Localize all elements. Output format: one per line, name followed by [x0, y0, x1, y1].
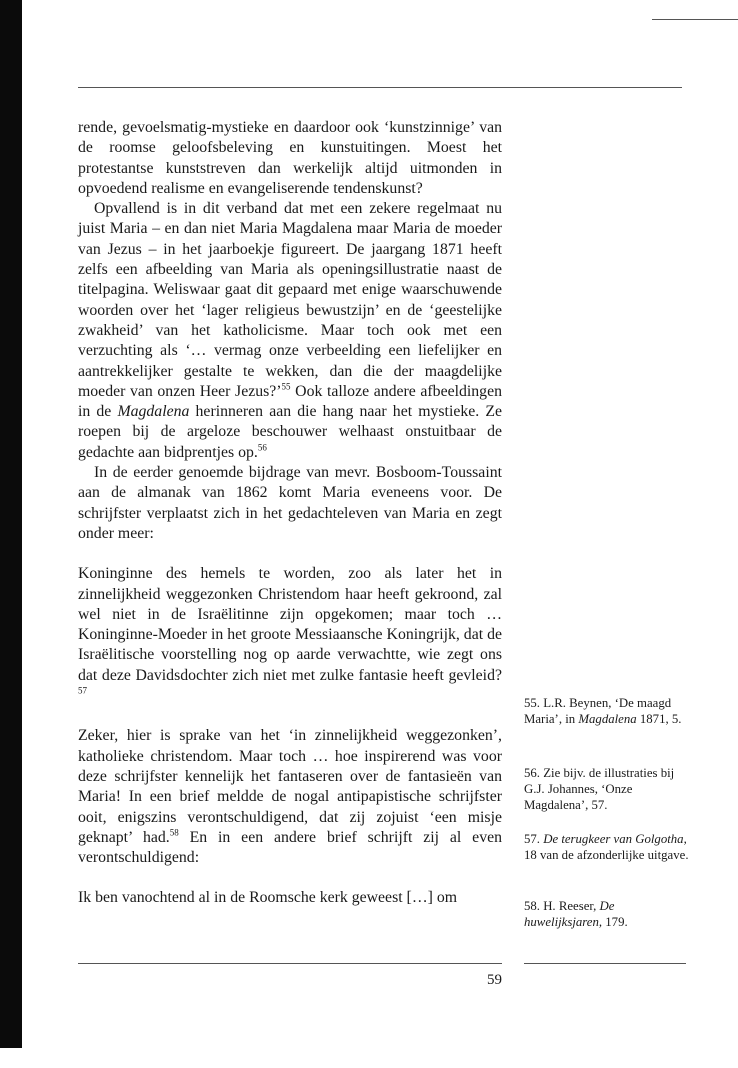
footer-rule-notes — [524, 963, 686, 964]
corner-rule — [652, 19, 738, 20]
block-quote-1 — [78, 564, 502, 706]
footnote-56: 56. Zie bijv. de illustraties bij G.J. Johannes, ‘Onze Magdalena’, 57. — [524, 766, 675, 812]
paragraph-4 — [78, 726, 502, 868]
footnote-55: 55. L.R. Beynen, ‘De maagd Maria’, in Magdalena 1871, 5. — [524, 696, 682, 726]
footnote-ref-56: 56 — [257, 442, 267, 453]
paragraph-3: In de eerder genoemde bijdrage van mevr. Bosboom-Toussaint aan de almanak van 1862 komt Maria eveneens voor. De schrijfster verplaatst zich in het gedachteleven van Maria en zegt onder meer: — [78, 464, 502, 542]
footer-rule-main — [78, 963, 502, 964]
paragraph-2 — [78, 199, 502, 463]
block-quote-2: Ik ben vanochtend al in de Roomsche kerk geweest […] om — [78, 889, 458, 907]
binding-edge — [0, 0, 22, 1048]
main-text-column — [78, 118, 502, 909]
magdalena-italic: Magdalena — [117, 403, 190, 421]
paragraph-1: rende, gevoelsmatig-mystieke en daardoor ook ‘kunstzinnige’ van de roomse geloofsbeleving en kunstuitingen. Moest het protestantse kunststreven dan werkelijk altijd uitmonden in opvoedend realisme en evangeliserende tendenskunst? — [78, 119, 502, 197]
footnote-57: 57. De terugkeer van Golgotha, 18 van de afzonderlijke uitgave. — [524, 832, 689, 862]
paragraph-2-text-b: Ook talloze andere afbeeldingen in de — [78, 382, 502, 421]
block-quote-1-text: Koninginne des hemels te worden, zoo als later het in zinnelijkheid weggezonken Christendom haar heeft gekroond, zal wel niet in de Israëlitinne zijn opgekomen; maar toch … Koninginne-Moeder in het groote Messiaansche Koningrijk, dat de Israëlitische voorstelling nog op aarde verwachtte, wie zegt ons dat deze Davidsdochter zich niet met zulke fantasie heeft gevleid? — [78, 565, 502, 684]
page-number: 59 — [487, 972, 502, 988]
paragraph-4-text-b: En in een andere brief schrijft zij al even verontschuldigend: — [78, 828, 502, 867]
header-rule — [78, 87, 682, 88]
footnote-ref-58: 58 — [169, 827, 179, 838]
paragraph-4-text-a: Zeker, hier is sprake van het ‘in zinnelijkheid weggezonken’, katholieke christendom. Maar toch … hoe inspirerend was voor deze schrijfster kennelijk het fantaseren over de fantasieën van Maria! In een brief meldde de nogal antipapistische schrijfster ooit, enigszins verontschuldigend, dat zij zojuist ‘een misje geknapt’ had. — [78, 727, 502, 846]
footnote-58: 58. H. Reeser, De huwelijksjaren, 179. — [524, 899, 628, 929]
footnote-ref-55: 55 — [281, 381, 291, 392]
paragraph-2-text-c: herinneren aan die hang naar het mystieke. Ze roepen bij de argeloze beschouwer welhaast onstuitbaar de gedachte aan bidprentjes op. — [78, 403, 502, 461]
paragraph-2-text-a: Opvallend is in dit verband dat met een zekere regelmaat nu juist Maria – en dan niet Maria Magdalena maar Maria de moeder van Jezus – in het jaarboekje figureert. De jaargang 1871 heeft zelfs een afbeelding van Maria als openingsillustratie naast de titelpagina. Weliswaar gaat dit gepaard met enige waarschuwende woorden over het ‘lager religieus bewustzijn’ en de ‘geestelijke zwakheid’ van het katholicisme. Maar toch ook met een verzuchting als ‘… vermag onze verbeelding een liefelijker en aantrekkelijker gestalte te wekken, dan die der maagdelijke moeder van onzen Heer Jezus?’ — [78, 200, 502, 400]
footnote-ref-57: 57 — [78, 685, 87, 696]
